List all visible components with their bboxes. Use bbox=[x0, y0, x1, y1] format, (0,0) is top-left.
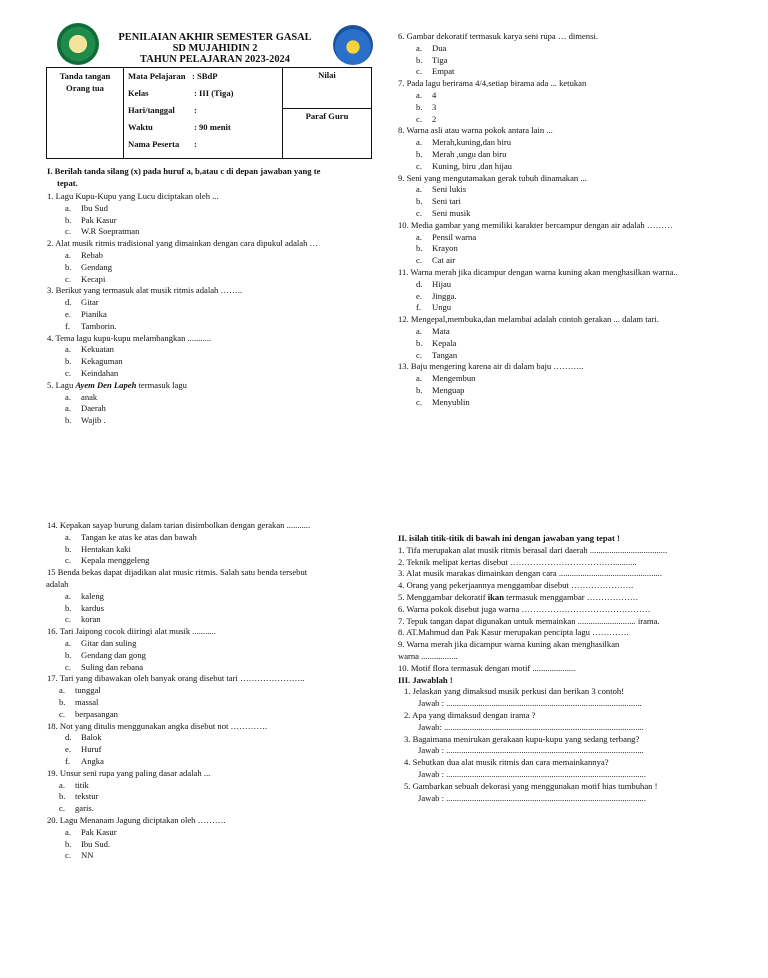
option-text: Gendang bbox=[81, 261, 113, 272]
question-11: 11. Warna merah jika dicampur dengan warna kuning akan menghasilkan warna.. d. Hijau e. Jingga. f. Ungu bbox=[398, 266, 678, 313]
subject-value: : SBdP bbox=[192, 71, 218, 81]
option-text: Kepala menggeleng bbox=[81, 555, 150, 566]
fill-item: 1. Tifa merupakan alat musik ritmis berasal dari daerah .................................... bbox=[398, 544, 668, 555]
option-text: Keindahan bbox=[81, 367, 119, 378]
participant-name-label: Nama Peserta bbox=[128, 139, 180, 149]
fill-item: 9. Warna merah jika dicampur warna kuning akan menghasilkan bbox=[398, 639, 620, 650]
option-text: Krayon bbox=[432, 243, 458, 254]
question-13: 13. Baju mengering karena air di dalam baju ……….. a. Mengembun b. Menguap c. Menyublin bbox=[398, 361, 584, 407]
option-text: Kecapi bbox=[81, 273, 106, 284]
option-text: Menyublin bbox=[432, 396, 470, 407]
teacher-initials-label: Paraf Guru bbox=[305, 111, 349, 121]
option-text: 2 bbox=[432, 113, 437, 124]
option-text: kaleng bbox=[81, 590, 104, 601]
option-text: W.R Soepratman bbox=[81, 226, 140, 237]
parent-signature-label: Tanda tangan Orang tua bbox=[59, 71, 111, 93]
participant-name-value: : bbox=[194, 139, 197, 149]
option-text: Tiga bbox=[432, 54, 448, 65]
option-text: Hentakan kaki bbox=[81, 543, 131, 554]
question-7: 7. Pada lagu berirama 4/4,setiap birama ada ... ketukan a. 4 b. 3 c. 2 bbox=[398, 78, 587, 124]
question-10: 10. Media gambar yang memiliki karakter bercampur dengan air adalah ……… a. Pensil warna b. Krayon c. Cat air bbox=[398, 219, 673, 266]
option-text: 3 bbox=[432, 101, 437, 112]
option-text: Cat air bbox=[432, 255, 456, 266]
title-line-2: SD MUJAHIDIN 2 bbox=[172, 43, 258, 54]
question-19: 19. Unsur seni rupa yang paling dasar adalah ... a. titik b. tekstur c. garis. bbox=[47, 767, 211, 814]
option-text: Ibu Sud bbox=[81, 202, 108, 213]
section-2-heading: II. isilah titik-titik di bawah ini dengan jawaban yang tepat ! bbox=[398, 533, 620, 543]
option-text: kardus bbox=[81, 602, 104, 613]
question-2: 2. Alat musik ritmis tradisional yang dimainkan dengan cara dipukul adalah … a. Rebab b. Gendang c. Kecapi bbox=[47, 238, 319, 284]
option-text: Wajib . bbox=[81, 415, 106, 426]
question-20: 20. Lagu Menanam Jagung diciptakan oleh ………. a. Pak Kasur b. Ibu Sud. c. NN bbox=[47, 814, 226, 861]
day-date-label: Hari/tanggal bbox=[128, 105, 175, 115]
essay-item-5: 5. Gambarkan sebuah dekorasi yang menggunakan motif hias tumbuhan ! Jawab : ............................................................................................. bbox=[398, 781, 726, 805]
question-18: 18. Not yang ditulis menggunakan angka disebut not …………. d. Balok e. Huruf f. Angka bbox=[47, 720, 268, 766]
answer-line[interactable]: Jawab : ............................................................................................. bbox=[418, 792, 646, 803]
question-1: 1. Lagu Kupu-Kupu yang Lucu diciptakan oleh ... a. Ibu Sud b. Pak Kasur c. W.R Soepratman bbox=[47, 191, 219, 237]
option-text: Daerah bbox=[81, 403, 106, 414]
fill-item: warna ................. bbox=[398, 650, 458, 661]
class-value: : III (Tiga) bbox=[194, 88, 234, 98]
day-date-value: : bbox=[194, 105, 197, 115]
question-17: 17. Tari yang dibawakan oleh banyak orang disebut tari ………………….. a. tunggal b. massal c. berpasangan bbox=[47, 673, 305, 719]
option-text: Angka bbox=[81, 755, 104, 766]
option-text: Pianika bbox=[81, 308, 107, 319]
option-text: koran bbox=[81, 614, 101, 625]
option-text: Gitar dan suling bbox=[81, 637, 137, 648]
option-text: Seni musik bbox=[432, 207, 471, 218]
option-text: tekstur bbox=[75, 791, 99, 802]
option-text: Kuning, biru ,dan hijau bbox=[432, 160, 512, 171]
class-label: Kelas bbox=[128, 88, 149, 98]
fill-item: 2. Teknik melipat kertas disebut ………………………………........... bbox=[398, 556, 637, 567]
section-1-instruction: I. Berilah tanda silang (x) pada huruf a, b,atau c di depan jawaban yang te bbox=[47, 166, 321, 176]
question-14: 14. Kepakan sayap burung dalam tarian disimbolkan dengan gerakan ........... a. Tangan ke atas ke atas dan bawah b. Hentakan kaki c. Kepala menggeleng bbox=[47, 520, 311, 566]
section-3-heading: III. Jawablah ! bbox=[398, 674, 453, 685]
option-text: Gendang dan gong bbox=[81, 649, 146, 660]
option-text: Empat bbox=[432, 66, 455, 77]
question-15: 15 Benda bekas dapat dijadikan alat music ritmis. Salah satu benda tersebut adalah a. kaleng b. kardus c. koran bbox=[46, 567, 308, 625]
answer-line[interactable]: Jawab : ............................................................................................ bbox=[418, 745, 644, 756]
option-text: berpasangan bbox=[75, 708, 118, 719]
option-text: Dua bbox=[432, 42, 447, 53]
question-5: 5. Lagu Ayem Den Lapeh termasuk lagu a. anak a. Daerah b. Wajib . bbox=[47, 379, 187, 426]
option-text: Huruf bbox=[81, 744, 102, 755]
option-text: anak bbox=[81, 391, 98, 402]
question-16: 16. Tari Jaipong cocok diiringi alat musik ........... a. Gitar dan suling b. Gendang dan gong c. Suling dan rebana bbox=[47, 626, 216, 672]
question-4: 4. Tema lagu kupu-kupu melambangkan ........... a. Kekuatan b. Kekaguman c. Keindahan bbox=[47, 332, 212, 378]
tut-wuri-handayani-icon bbox=[333, 25, 373, 65]
answer-line[interactable]: Jawab : ............................................................................................. bbox=[418, 768, 646, 779]
time-label: Waktu bbox=[128, 122, 153, 132]
option-text: Mengembun bbox=[432, 373, 476, 384]
title-line-1: PENILAIAN AKHIR SEMESTER GASAL bbox=[118, 32, 312, 43]
score-label: Nilai bbox=[318, 70, 336, 80]
question-6: 6. Gambar dekoratif termasuk karya seni rupa … dimensi. a. Dua b. Tiga c. Empat bbox=[398, 31, 598, 77]
option-text: Rebab bbox=[81, 249, 103, 260]
section-1-instruction-cont: tepat. bbox=[57, 178, 78, 188]
option-text: titik bbox=[75, 779, 89, 790]
option-text: Menguap bbox=[432, 384, 465, 395]
option-text: Suling dan rebana bbox=[81, 661, 144, 672]
question-8: 8. Warna asli atau warna pokok antara lain ... a. Merah,kuning,dan biru b. Merah ,ungu dan biru c. Kuning, biru ,dan hijau bbox=[398, 125, 553, 171]
option-text: NN bbox=[81, 850, 94, 861]
option-text: Merah ,ungu dan biru bbox=[432, 148, 507, 159]
option-text: 4 bbox=[432, 89, 437, 100]
option-text: Hijau bbox=[432, 278, 452, 289]
identity-table bbox=[46, 67, 372, 159]
question-9: 9. Seni yang mengutamakan gerak tubuh dinamakan ... a. Seni lukis b. Seni tari c. Seni musik bbox=[398, 172, 587, 218]
essay-item-1: 1. Jelaskan yang dimaksud musik perkusi dan berikan 3 contoh! Jawab : ........................................................................................... bbox=[398, 686, 726, 710]
option-text: Balok bbox=[81, 732, 102, 743]
option-text: tunggal bbox=[75, 685, 101, 696]
answer-line[interactable]: Jawab: ............................................................................................. bbox=[418, 721, 644, 732]
option-text: Ibu Sud. bbox=[81, 838, 111, 849]
option-text: Pensil warna bbox=[432, 231, 477, 242]
essay-item-3: 3. Bagaimana menirukan gerakaan kupu-kupu yang sedang terbang? Jawab : ............................................................................................ bbox=[398, 734, 726, 758]
fill-item: 8. AT.Mahmud dan Pak Kasur merupakan pencipta lagu …………. bbox=[398, 627, 629, 638]
question-12: 12. Mengepal,membuka,dan melambai adalah contoh gerakan ... dalam tari. a. Mata b. Kepala c. Tangan bbox=[398, 314, 659, 360]
option-text: Seni tari bbox=[432, 196, 461, 207]
option-text: Kekuatan bbox=[81, 344, 114, 355]
song-title: Ayem Den Lapeh bbox=[75, 379, 137, 390]
answer-line[interactable]: Jawab : ........................................................................................... bbox=[418, 698, 642, 709]
option-text: garis. bbox=[75, 803, 94, 814]
option-text: Pak Kasur bbox=[81, 214, 117, 225]
essay-item-2: 2. Apa yang dimaksud dengan irama ? Jawab: ............................................................................................. bbox=[398, 710, 726, 734]
option-text: Tangan ke atas ke atas dan bawah bbox=[81, 531, 197, 542]
option-text: Kepala bbox=[432, 337, 457, 348]
option-text: Pak Kasur bbox=[81, 826, 117, 837]
fill-item: 3. Alat musik marakas dimainkan dengan cara ................................................ bbox=[398, 568, 662, 579]
option-text: massal bbox=[75, 696, 99, 707]
fill-item: 10. Motif flora termasuk dengan motif .................... bbox=[398, 662, 576, 673]
subject-label: Mata Pelajaran bbox=[128, 71, 186, 81]
question-3: 3. Berikut yang termasuk alat musik ritmis adalah …….. d. Gitar e. Pianika f. Tamborin. bbox=[47, 285, 242, 331]
fill-item: 4. Orang yang pekerjaannya menggambar disebut …………………. bbox=[398, 580, 634, 591]
option-text: Merah,kuning,dan biru bbox=[432, 137, 511, 148]
option-text: Gitar bbox=[81, 297, 99, 308]
option-text: Ungu bbox=[432, 302, 452, 313]
option-text: Mata bbox=[432, 325, 450, 336]
fill-item: 6. Warna pokok disebut juga warna ……………………………………… bbox=[398, 603, 651, 614]
option-text: Tamborin. bbox=[81, 320, 117, 331]
option-text: Tangan bbox=[432, 349, 458, 360]
option-text: Jingga. bbox=[432, 290, 457, 301]
fill-item: 5. Menggambar dekoratif ikan termasuk menggambar ……………… bbox=[398, 591, 639, 602]
option-text: Seni lukis bbox=[432, 184, 467, 195]
school-emblem-icon bbox=[57, 23, 99, 65]
essay-item-4: 4. Sebutkan dua alat musik ritmis dan cara memainkannya? Jawab : ............................................................................................. bbox=[398, 757, 726, 781]
option-text: Kekaguman bbox=[81, 356, 123, 367]
title-line-3: TAHUN PELAJARAN 2023-2024 bbox=[140, 54, 290, 65]
time-value: : 90 menit bbox=[194, 122, 231, 132]
fill-item: 7. Tepuk tangan dapat digunakan untuk memainkan ........................... irama. bbox=[398, 615, 660, 626]
